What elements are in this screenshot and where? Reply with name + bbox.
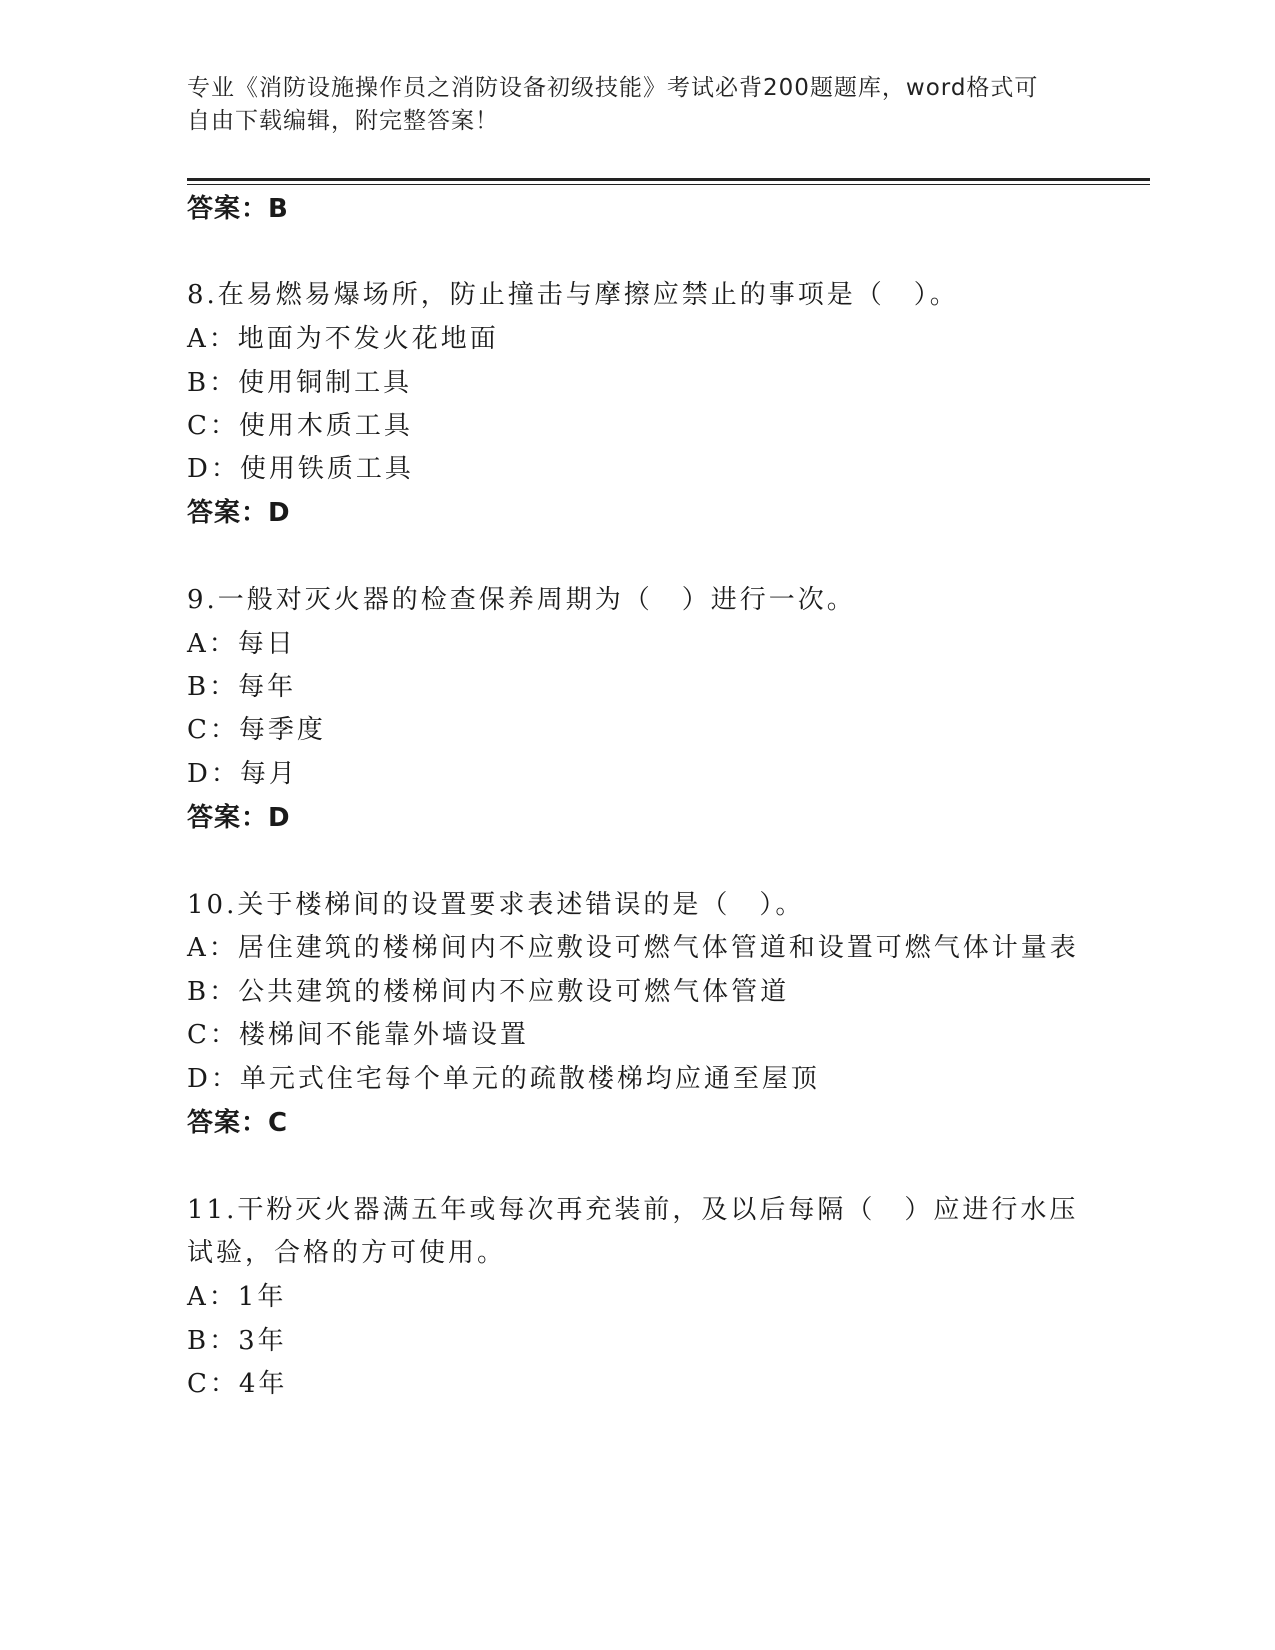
question-9-option-c: C：每季度 — [187, 715, 326, 745]
question-9-title: 9.一般对灭火器的检查保养周期为（ ）进行一次。 — [187, 585, 856, 615]
question-11-option-a: A：1年 — [187, 1282, 287, 1312]
question-8-option-a: A：地面为不发火花地面 — [187, 324, 499, 354]
question-8-title: 8.在易燃易爆场所，防止撞击与摩擦应禁止的事项是（ ）。 — [187, 280, 959, 310]
question-8-option-d: D：使用铁质工具 — [187, 454, 414, 484]
header-line-1: 专业《消防设施操作员之消防设备初级技能》考试必背200题题库，word格式可 — [187, 75, 1039, 101]
question-10-option-a: A：居住建筑的楼梯间内不应敷设可燃气体管道和设置可燃气体计量表 — [187, 933, 1079, 963]
question-8-option-b: B：使用铜制工具 — [187, 368, 413, 398]
header-divider-thin — [187, 184, 1150, 185]
previous-answer: 答案：B — [187, 194, 289, 224]
question-8-option-c: C：使用木质工具 — [187, 411, 413, 441]
question-9-answer: 答案：D — [187, 803, 291, 833]
question-8-answer: 答案：D — [187, 498, 291, 528]
question-10-title: 10.关于楼梯间的设置要求表述错误的是（ ）。 — [187, 890, 805, 920]
question-9-option-d: D：每月 — [187, 759, 298, 789]
question-9-option-a: A：每日 — [187, 629, 296, 659]
question-10-option-c: C：楼梯间不能靠外墙设置 — [187, 1020, 529, 1050]
question-10-answer: 答案：C — [187, 1108, 289, 1138]
header-line-2: 自由下载编辑，附完整答案！ — [187, 108, 499, 134]
question-11-option-b: B：3年 — [187, 1326, 287, 1356]
question-10-option-d: D：单元式住宅每个单元的疏散楼梯均应通至屋顶 — [187, 1064, 820, 1094]
document-header — [187, 72, 1087, 138]
question-11-title-line-1: 11.干粉灭火器满五年或每次再充装前，及以后每隔（ ）应进行水压 — [187, 1195, 1079, 1225]
question-11-option-c: C：4年 — [187, 1369, 288, 1399]
question-9-option-b: B：每年 — [187, 672, 297, 702]
question-10-option-b: B：公共建筑的楼梯间内不应敷设可燃气体管道 — [187, 977, 790, 1007]
header-divider-thick — [187, 178, 1150, 181]
question-11-title-line-2: 试验，合格的方可使用。 — [187, 1238, 507, 1268]
